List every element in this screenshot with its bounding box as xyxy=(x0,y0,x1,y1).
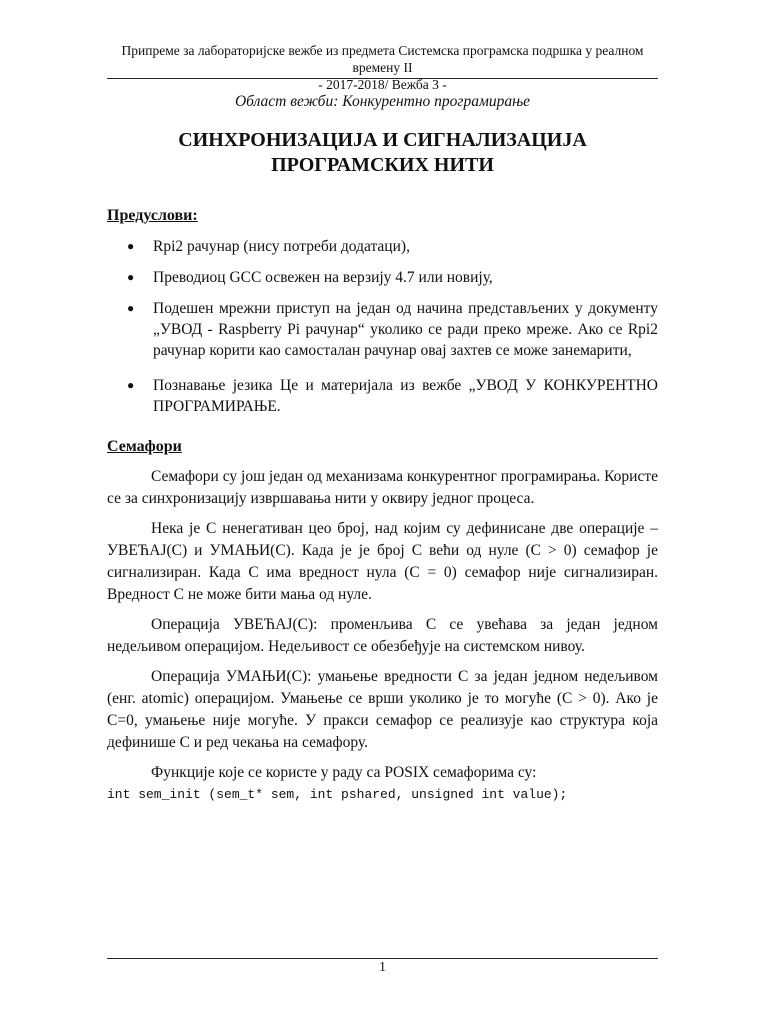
exercise-area: Област вежби: Конкурентно програмирање xyxy=(234,93,530,110)
prerequisites-heading: Предуслови: xyxy=(107,207,198,224)
paragraph: Операција УМАЊИ(С): умањење вредности С за један једном недељивом (енг. atomic) операцијом. Умањење се врши уколико је то могуће (С > 0). Ако је С=0, умањење није могуће. У пракси семафор се реализује као структура која дефинише С и ред чекања на семафору. xyxy=(107,668,658,751)
paragraph: Операција УВЕЋАЈ(С): променљива С се увећава за један једном недељивом операцијом. Недељивост се обезбеђује на системском нивоу. xyxy=(107,616,658,655)
header-line-2: - 2017-2018/ Вежба 3 - xyxy=(318,77,447,92)
footer-divider xyxy=(107,958,658,959)
list-item xyxy=(107,267,658,288)
semaphores-body xyxy=(107,466,658,814)
list-item-text: Преводиоц GCC освежен на верзију 4.7 или новију, xyxy=(153,269,493,286)
bullet-icon: ● xyxy=(127,301,135,315)
bullet-icon: ● xyxy=(127,270,135,284)
paragraph: Семафори су још један од механизама конкурентног програмирања. Користе се за синхронизацију извршавања нити у оквиру једног процеса. xyxy=(107,468,658,507)
title-line-1: СИНХРОНИЗАЦИЈА И СИГНАЛИЗАЦИЈА xyxy=(178,129,587,151)
header-divider xyxy=(107,78,658,79)
running-header xyxy=(107,42,658,93)
title-line-2: ПРОГРАМСКИХ НИТИ xyxy=(271,154,494,176)
prerequisites-list xyxy=(107,236,658,427)
list-item-text: Подешен мрежни приступ на један од начина представљених у документу „УВОД - Raspberry Pi рачунар“ уколико се ради преко мреже. Ако се Rpi2 рачунар корити као самосталан рачунар овај захтев се може занемарити, xyxy=(153,300,658,359)
list-item xyxy=(107,298,658,361)
paragraph: Нека је С ненегативан цео број, над којим су дефинисане две операције – УВЕЋАЈ(С) и УМАЊИ(С). Када је је број С већи од нуле (С > 0) семафор је сигнализиран. Када С има вредност нула (С = 0) семафор није сигнализиран. Вредност С не може бити мања од нуле. xyxy=(107,520,658,603)
bullet-icon: ● xyxy=(127,378,135,392)
list-item xyxy=(107,236,658,257)
page-number: 1 xyxy=(379,960,386,975)
bullet-icon: ● xyxy=(127,239,135,253)
paragraph: Функције које се користе у раду са POSIX семафорима су: xyxy=(151,764,537,781)
header-line-1: Припреме за лабораторијске вежбе из предмета Системска програмска подршка у реалном времену II xyxy=(121,43,644,75)
list-item-text: Познавање језика Це и материјала из вежбе „УВОД У КОНКУРЕНТНО ПРОГРАМИРАЊЕ. xyxy=(153,377,658,415)
semaphores-heading: Семафори xyxy=(107,438,182,455)
document-title xyxy=(107,128,658,178)
list-item xyxy=(107,375,658,417)
list-item-text: Rpi2 рачунар (нису потреби додатаци), xyxy=(153,238,410,255)
code-line: int sem_init (sem_t* sem, int pshared, unsigned int value); xyxy=(107,787,568,802)
